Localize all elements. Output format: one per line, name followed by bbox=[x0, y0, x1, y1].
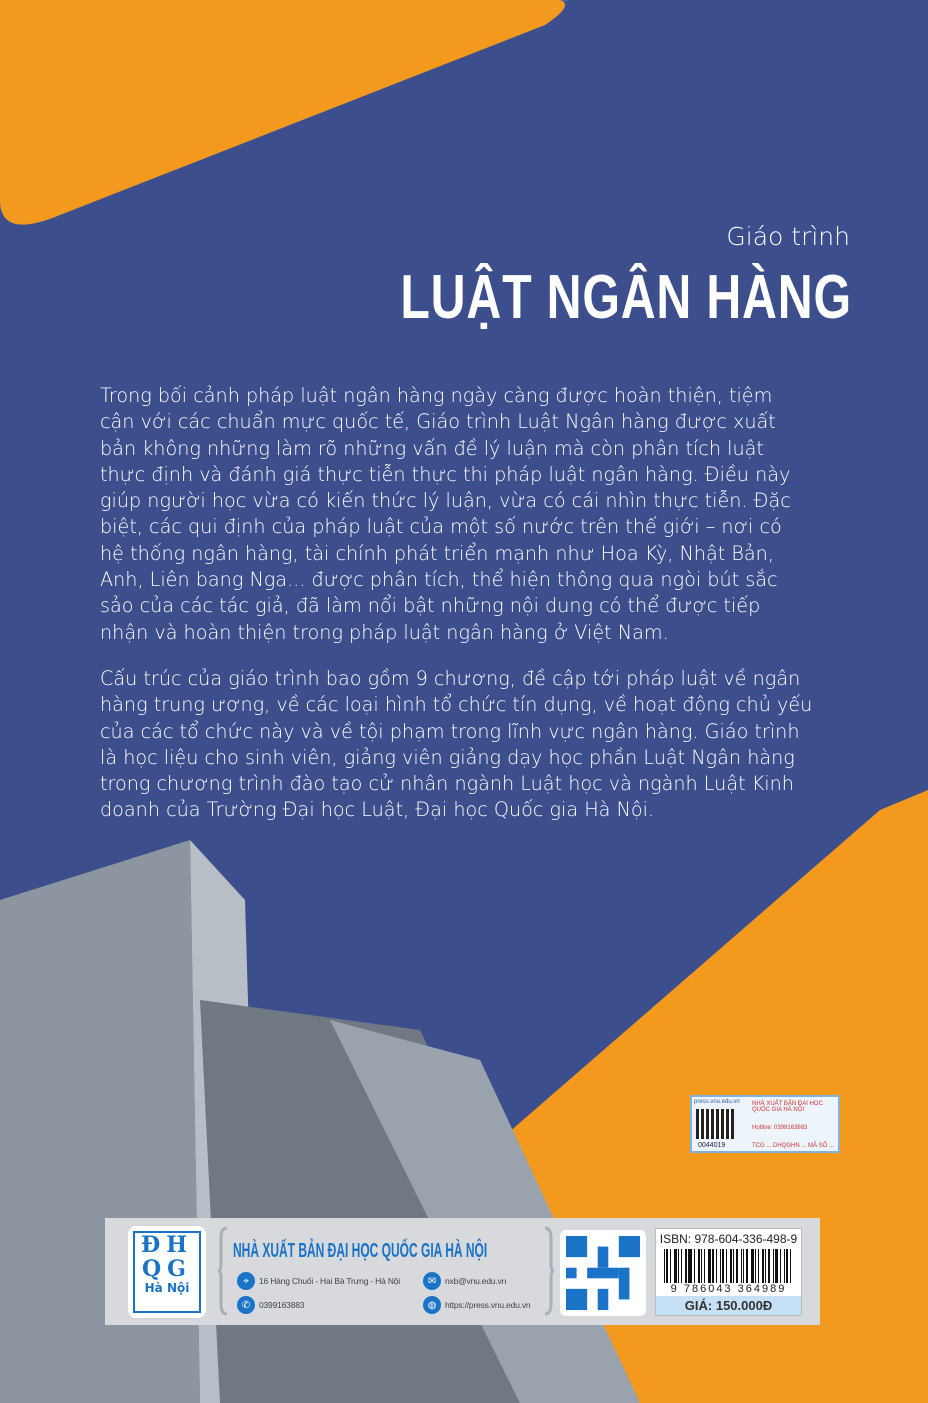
barcode-bar bbox=[775, 1249, 778, 1283]
publisher-bar bbox=[105, 1218, 820, 1325]
text-line: nhận và hoàn thiện trong pháp luật ngân hàng ở Việt Nam. bbox=[100, 620, 669, 644]
barcode-bar bbox=[758, 1249, 759, 1283]
publisher-address: 16 Hàng Chuối - Hai Bà Trưng - Hà Nội bbox=[259, 1276, 400, 1286]
barcode-bar bbox=[708, 1249, 711, 1283]
text-line: biệt, các qui định của pháp luật của một số nước trên thế giới – nơi có bbox=[100, 515, 782, 539]
text-line: bản không những làm rõ những vấn đề lý luận mà còn phân tích luật bbox=[100, 436, 764, 460]
barcode-bar bbox=[786, 1249, 788, 1283]
publisher-name: NHÀ XUẤT BẢN ĐẠI HỌC QUỐC GIA HÀ NỘI bbox=[233, 1240, 488, 1262]
barcode-bar bbox=[762, 1249, 764, 1283]
barcode-bar bbox=[681, 1249, 682, 1283]
barcode-bar bbox=[741, 1249, 742, 1283]
barcode-bar bbox=[685, 1249, 687, 1283]
sticker-site: press.vnu.edu.vn bbox=[694, 1099, 740, 1105]
barcode-bar bbox=[765, 1249, 766, 1283]
book-title: LUẬT NGÂN HÀNG bbox=[400, 263, 852, 332]
barcode-number: 9 786043 364989 bbox=[670, 1283, 787, 1295]
barcode-bar bbox=[722, 1249, 724, 1283]
barcode-bar bbox=[768, 1249, 770, 1283]
barcode-bar bbox=[784, 1249, 785, 1283]
barcode-bar bbox=[664, 1249, 665, 1283]
email-icon: ✉ bbox=[423, 1272, 441, 1290]
barcode-bar bbox=[678, 1249, 679, 1283]
text-line: thực định và đánh giá thực tiễn thực thi pháp luật ngân hàng. Điều này bbox=[100, 462, 791, 486]
sticker-serial: 0044019 bbox=[698, 1142, 726, 1149]
sticker-hotline: Hotline: 0399163883 bbox=[752, 1125, 808, 1131]
barcode-bar bbox=[746, 1249, 748, 1283]
authenticity-sticker bbox=[690, 1095, 840, 1153]
publisher-website[interactable]: https://press.vnu.edu.vn bbox=[445, 1300, 531, 1310]
barcode-bar bbox=[701, 1249, 702, 1283]
isbn: ISBN: 978-604-336-498-9 bbox=[659, 1232, 798, 1246]
description-paragraph-2 bbox=[100, 666, 870, 824]
barcode-bar bbox=[733, 1249, 734, 1283]
barcode-bar bbox=[780, 1249, 781, 1283]
text-line: doanh của Trường Đại học Luật, Đại học Quốc gia Hà Nội. bbox=[100, 798, 655, 822]
phone-icon: ✆ bbox=[237, 1296, 255, 1314]
text-line: hàng trung ương, về các loại hình tổ chức tín dụng, về hoạt động chủ yếu bbox=[100, 693, 813, 717]
barcode-bar bbox=[694, 1249, 695, 1283]
orange-top-shape bbox=[0, 0, 565, 225]
text-line: giúp người học vừa có kiến thức lý luận, vừa có cái nhìn thực tiễn. Đặc bbox=[100, 489, 791, 513]
location-icon: ⌖ bbox=[237, 1272, 255, 1290]
barcode-bar bbox=[736, 1249, 738, 1283]
barcode-bar bbox=[666, 1249, 668, 1283]
barcode-box bbox=[655, 1228, 802, 1316]
barcode-bar bbox=[743, 1249, 744, 1283]
text-line: Trong bối cảnh pháp luật ngân hàng ngày càng được hoàn thiện, tiệm bbox=[100, 384, 773, 407]
barcode-bar bbox=[688, 1249, 692, 1283]
barcode-bar bbox=[730, 1249, 733, 1283]
price: GIÁ: 150.000Đ bbox=[656, 1296, 801, 1315]
text-line: hệ thống ngân hàng, tài chính phát triển mạnh như Hoa Kỳ, Nhật Bản, bbox=[100, 541, 774, 565]
logo-text: ĐH bbox=[140, 1232, 193, 1258]
book-subtitle: Giáo trình bbox=[726, 222, 850, 251]
barcode-bar bbox=[670, 1249, 671, 1283]
description-paragraph-1 bbox=[100, 383, 870, 646]
barcode-bar bbox=[773, 1249, 774, 1283]
barcode-bar bbox=[755, 1249, 756, 1283]
sticker-publisher: NHÀ XUẤT BẢN ĐẠI HỌC QUỐC GIA HÀ NỘI bbox=[752, 1101, 823, 1113]
publisher-logo bbox=[128, 1226, 206, 1318]
barcode-bar bbox=[704, 1249, 705, 1283]
text-line: Cấu trúc của giáo trình bao gồm 9 chương, đề cập tới pháp luật về ngân bbox=[100, 667, 801, 690]
text-line: cận với các chuẩn mực quốc tế, Giáo trình Luật Ngân hàng được xuất bbox=[100, 410, 776, 434]
brace-left bbox=[217, 1226, 229, 1316]
barcode-bar bbox=[720, 1249, 721, 1283]
barcode-bar bbox=[716, 1249, 717, 1283]
text-line: Anh, Liên bang Nga... được phân tích, thể hiện thông qua ngòi bút sắc bbox=[100, 568, 778, 592]
text-line: là học liệu cho sinh viên, giảng viên giảng dạy học phần Luật Ngân hàng bbox=[100, 745, 795, 769]
barcode-bar bbox=[726, 1249, 727, 1283]
logo-text: Hà Nội bbox=[144, 1281, 190, 1295]
globe-icon: ◍ bbox=[423, 1296, 441, 1314]
barcode-bar bbox=[790, 1249, 791, 1283]
brace-right bbox=[543, 1226, 555, 1316]
barcode-icon bbox=[664, 1249, 793, 1283]
text-line: sảo của các tác giả, đã làm nổi bật những nội dung có thể được tiếp bbox=[100, 594, 761, 618]
text-line: trong chương trình đào tạo cử nhân ngành Luật học và ngành Luật Kinh bbox=[100, 772, 794, 796]
barcode-bar bbox=[712, 1249, 714, 1283]
sticker-qr-icon bbox=[696, 1109, 734, 1139]
qr-code-icon[interactable] bbox=[560, 1230, 646, 1316]
text-line: của các tổ chức này và về tội phạm trong lĩnh vực ngân hàng. Giáo trình bbox=[100, 719, 800, 743]
sticker-codes: TCG ... DHQGHN ... MÃ SỐ ... bbox=[752, 1143, 835, 1149]
barcode-bar bbox=[674, 1249, 677, 1283]
barcode-bar bbox=[698, 1249, 700, 1283]
publisher-phone: 0399163883 bbox=[259, 1300, 305, 1310]
publisher-email[interactable]: nxb@vnu.edu.vn bbox=[445, 1276, 507, 1286]
barcode-bar bbox=[751, 1249, 754, 1283]
logo-text: QG bbox=[142, 1256, 192, 1282]
